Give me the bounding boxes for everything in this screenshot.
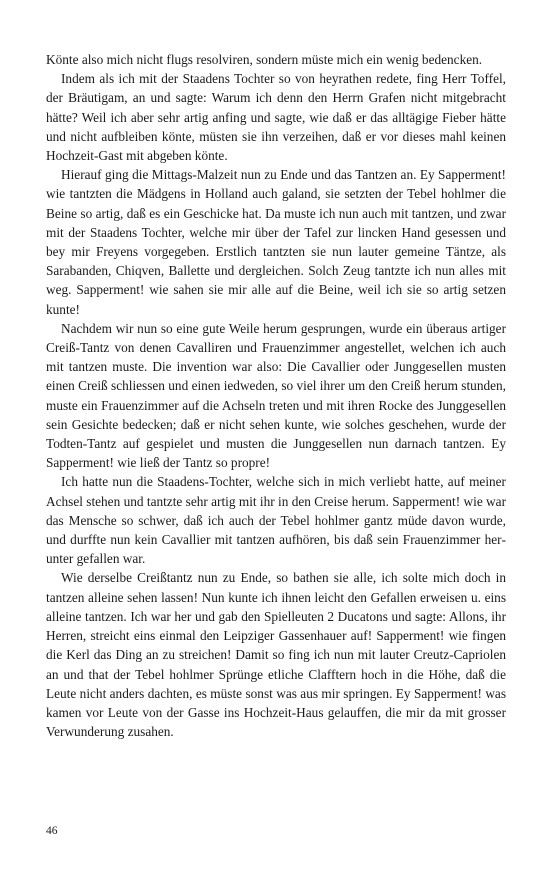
paragraph-5: Ich hatte nun die Staadens-Tochter, welche sich in mich verliebt hatte, auf meiner Achsel stehen und tantzte sehr artig mit ihr in den Creise herum. Sapperment! wie war das Mensche so schwer, daß ich auch der Tebel hohlmer gantz müde davon wurde, und durffte nun kein Cavallier mit tantzen aufhören, bis daß sein Frauenzimmer herunter gefallen war. bbox=[46, 474, 506, 567]
page-number: 46 bbox=[46, 825, 58, 837]
paragraph-6: Wie derselbe Creißtantz nun zu Ende, so bathen sie alle, ich solte mich doch in tantzen alleine sehen lassen! Nun kunte ich ihnen leicht den Gefallen erweisen u. eins alleine tantzen. Ich war her und gab den Spielleuten 2 Ducatons und sagte: Allons, ihr Herren, streicht eins einmal den Leipziger Gassenhauer auf! Sapperment! wie fingen die Kerl das Ding an zu streichen! Damit so fing ich nun mit lauter Creutz-Capriolen an und that der Tebel hohlmer Sprünge etliche Clafftern hoch in die Höhe, daß die Leute nicht anders dachten, es müste sonst was aus mir springen. Ey Sapperment! was kamen vor Leute von der Gasse ins Hochzeit-Haus gelauffen, die mir da mit grosser Verwunderung zusahen. bbox=[46, 570, 506, 740]
paragraph-2: Indem als ich mit der Staadens Tochter so von heyrathen redete, fing Herr Toffel, der Bräutigam, an und sagte: Warum ich denn den Herrn Grafen nicht mitgebracht hätte? Weil ich aber sehr artig anfing und sagte, wie daß er das alltägige Fieber hätte und nicht aufbleiben könte, müsten sie ihn verzeihen, daß er vor dieses mahl keinen Hochzeit-Gast mit abgeben könte. bbox=[46, 71, 506, 164]
page-body bbox=[46, 50, 506, 741]
paragraph-4: Nachdem wir nun so eine gute Weile herum gesprungen, wurde ein überaus artiger Creiß-Tantz von denen Cavalliren und Frauenzimmer angestellet, welchen ich auch mit tantzen muste. Die invention war also: Die Cavallier oder Junggesellen musten einen Creiß schliessen und einen iedweden, so viel ihrer um den Creiß herum stunden, muste ein Frauenzimmer auf die Achseln treten und mit ihren Rocke des Junggesellen sein Gesichte bedecken; daß er nicht sehen kunte, wie solches geschehen, wurde der Todten-Tantz auf gespielet und musten die Junggesellen nun darnach tantzen. Ey Sapperment! wie ließ der Tantz so propre! bbox=[46, 320, 506, 471]
paragraph-1: Könte also mich nicht flugs resolviren, sondern müste mich ein wenig bedencken. bbox=[46, 52, 483, 67]
paragraph-3: Hierauf ging die Mittags-Malzeit nun zu Ende und das Tantzen an. Ey Sapperment! wie tantzten die Mädgens in Holland auch galand, sie setzten der Tebel hohlmer die Beine so artig, daß es ein Geschicke hat. Da muste ich nun auch mit tantzen, und zwar mit der Staadens Tochter, welche mir über der Tafel zur lincken Hand gesessen und bey mir Freyens vorgegeben. Erstlich tantzten sie nun lauter gemeine Täntze, als Sarabanden, Chiqven, Ballette und dergleichen. Solch Zeug tantzte ich nun alles mit weg. Sapperment! wie sahen sie mir alle auf die Beine, weil ich sie so artig setzen kunte! bbox=[46, 167, 506, 317]
